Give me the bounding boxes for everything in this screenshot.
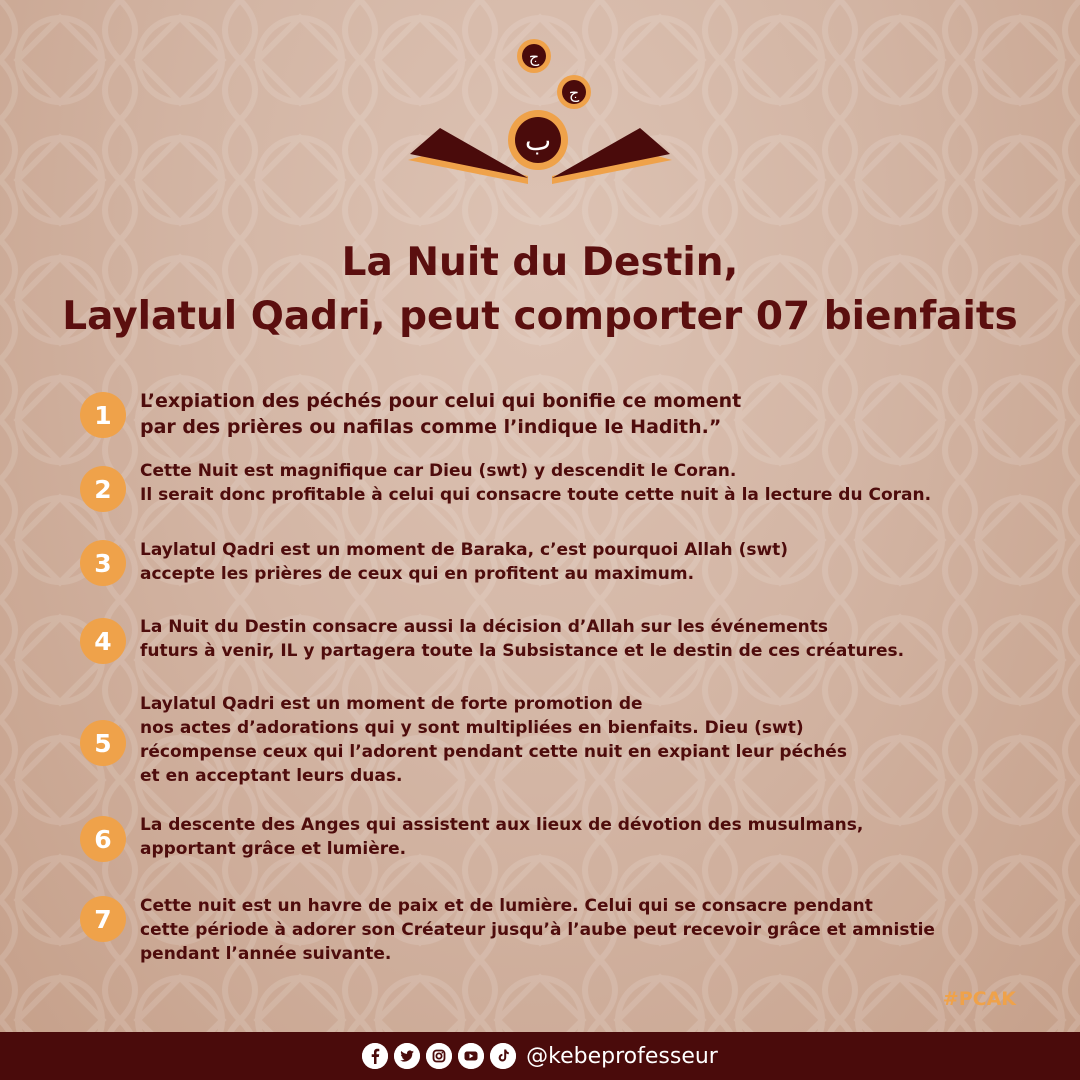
facebook-icon[interactable] [362, 1043, 388, 1069]
benefit-line: accepte les prières de ceux qui en profitent au maximum. [140, 564, 695, 584]
hashtag: #PCAK [942, 988, 1016, 1010]
benefit-line: cette période à adorer son Créateur jusqu’à l’aube peut recevoir grâce et amnistie [140, 920, 935, 940]
benefit-line: pendant l’année suivante. [140, 944, 392, 964]
benefit-line: récompense ceux qui l’adorent pendant cette nuit en expiant leur péchés [140, 742, 847, 762]
social-links [362, 1043, 718, 1069]
benefit-line: La descente des Anges qui assistent aux lieux de dévotion des musulmans, [140, 815, 864, 835]
title-line-1: La Nuit du Destin, [341, 240, 739, 285]
number-badge: 1 [80, 392, 126, 438]
twitter-icon[interactable] [394, 1043, 420, 1069]
benefit-line: par des prières ou nafilas comme l’indique le Hadith.” [140, 416, 722, 438]
page-title [0, 236, 1080, 344]
logo [400, 36, 680, 196]
benefit-line: Laylatul Qadri est un moment de Baraka, c’est pourquoi Allah (swt) [140, 540, 789, 560]
logo-letter-top: ج [528, 47, 540, 66]
benefit-text [140, 692, 1040, 788]
social-handle[interactable]: @kebeprofesseur [526, 1043, 718, 1069]
benefit-text [140, 538, 1040, 586]
number-badge: 7 [80, 896, 126, 942]
number-badge: 3 [80, 540, 126, 586]
footer-bar [0, 1032, 1080, 1080]
benefit-line: La Nuit du Destin consacre aussi la décision d’Allah sur les événements [140, 617, 828, 637]
instagram-icon[interactable] [426, 1043, 452, 1069]
tiktok-icon[interactable] [490, 1043, 516, 1069]
benefit-line: L’expiation des péchés pour celui qui bonifie ce moment [140, 390, 742, 412]
benefit-line: et en acceptant leurs duas. [140, 766, 403, 786]
benefit-text [140, 813, 1040, 861]
benefit-line: Cette nuit est un havre de paix et de lumière. Celui qui se consacre pendant [140, 896, 873, 916]
logo-letter-main: ب [524, 124, 552, 157]
benefit-line: Laylatul Qadri est un moment de forte promotion de [140, 694, 643, 714]
benefit-line: Cette Nuit est magnifique car Dieu (swt) y descendit le Coran. [140, 461, 737, 481]
benefit-line: futurs à venir, IL y partagera toute la Subsistance et le destin de ces créatures. [140, 641, 905, 661]
benefit-line: nos actes d’adorations qui y sont multipliées en bienfaits. Dieu (swt) [140, 718, 804, 738]
benefit-line: apportant grâce et lumière. [140, 839, 407, 859]
logo-letter-mid: ج [568, 83, 580, 102]
benefit-text [140, 388, 1040, 440]
youtube-icon[interactable] [458, 1043, 484, 1069]
benefit-text [140, 459, 1040, 507]
benefit-line: Il serait donc profitable à celui qui consacre toute cette nuit à la lecture du Coran. [140, 485, 932, 505]
number-badge: 5 [80, 720, 126, 766]
title-line-2: Laylatul Qadri, peut comporter 07 bienfaits [62, 294, 1018, 339]
number-badge: 2 [80, 466, 126, 512]
benefit-text [140, 615, 1040, 663]
number-badge: 6 [80, 816, 126, 862]
number-badge: 4 [80, 618, 126, 664]
benefit-text [140, 894, 1040, 966]
